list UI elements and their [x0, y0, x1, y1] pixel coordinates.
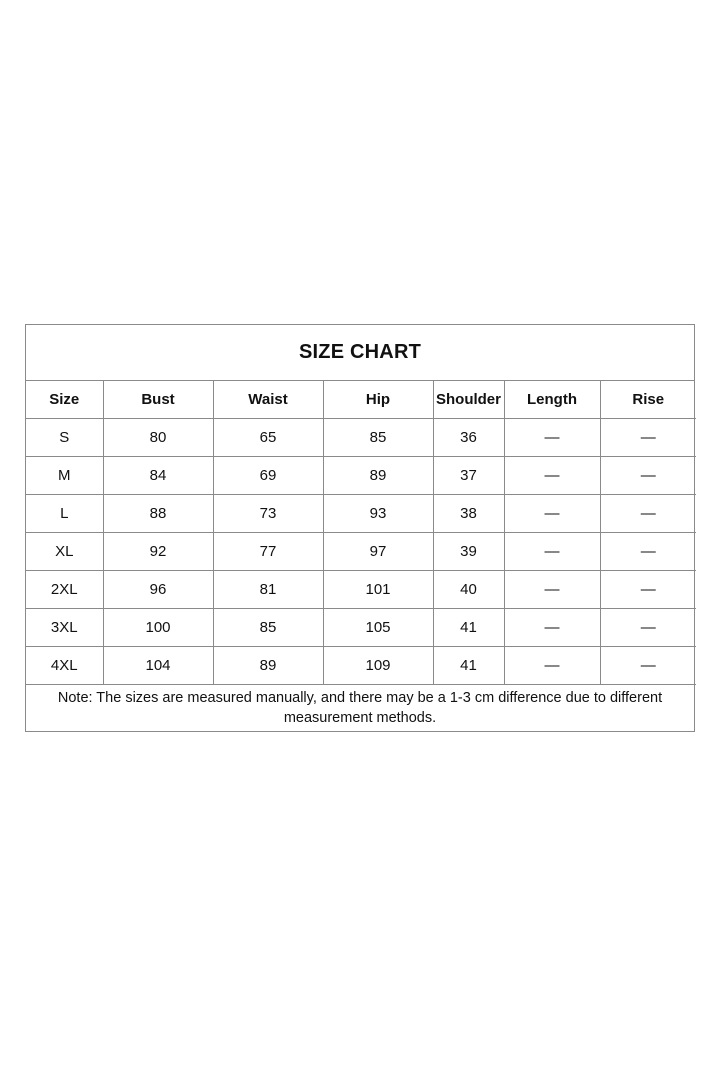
table-cell: S: [26, 419, 103, 457]
table-cell: 80: [103, 419, 213, 457]
chart-title: SIZE CHART: [26, 325, 694, 381]
table-cell: —: [600, 571, 696, 609]
table-cell: —: [504, 533, 600, 571]
table-cell: 41: [433, 609, 504, 647]
table-cell: —: [600, 457, 696, 495]
table-cell: XL: [26, 533, 103, 571]
table-cell: 92: [103, 533, 213, 571]
column-header-shoulder: Shoulder: [433, 381, 504, 419]
header-row: [26, 381, 696, 419]
table-cell: 89: [213, 647, 323, 685]
column-header-bust: Bust: [103, 381, 213, 419]
table-row: [26, 457, 696, 495]
table-row: [26, 571, 696, 609]
measurement-note: Note: The sizes are measured manually, and there may be a 1-3 cm difference due to different measurement methods.: [57, 690, 663, 726]
table-cell: 89: [323, 457, 433, 495]
table-cell: —: [504, 419, 600, 457]
table-cell: —: [504, 495, 600, 533]
table-cell: —: [600, 533, 696, 571]
table-cell: —: [504, 571, 600, 609]
table-cell: 93: [323, 495, 433, 533]
table-cell: —: [600, 419, 696, 457]
table-cell: —: [504, 457, 600, 495]
table-row: [26, 419, 696, 457]
table-row: [26, 533, 696, 571]
table-cell: —: [600, 647, 696, 685]
table-cell: M: [26, 457, 103, 495]
table-cell: 105: [323, 609, 433, 647]
table-cell: 88: [103, 495, 213, 533]
column-header-hip: Hip: [323, 381, 433, 419]
table-cell: 36: [433, 419, 504, 457]
table-row: [26, 495, 696, 533]
table-cell: —: [504, 647, 600, 685]
table-cell: 4XL: [26, 647, 103, 685]
table-cell: 37: [433, 457, 504, 495]
table-cell: —: [504, 609, 600, 647]
table-cell: 3XL: [26, 609, 103, 647]
table-cell: 81: [213, 571, 323, 609]
table-cell: —: [600, 495, 696, 533]
column-header-rise: Rise: [600, 381, 696, 419]
table-cell: 65: [213, 419, 323, 457]
table-cell: 85: [323, 419, 433, 457]
table-row: [26, 609, 696, 647]
table-cell: 109: [323, 647, 433, 685]
table-cell: 69: [213, 457, 323, 495]
column-header-length: Length: [504, 381, 600, 419]
table-cell: L: [26, 495, 103, 533]
table-cell: 97: [323, 533, 433, 571]
column-header-waist: Waist: [213, 381, 323, 419]
table-cell: 40: [433, 571, 504, 609]
size-chart: [25, 324, 695, 732]
table-cell: 84: [103, 457, 213, 495]
table-cell: 96: [103, 571, 213, 609]
table-cell: 41: [433, 647, 504, 685]
table-row: [26, 647, 696, 685]
table-cell: 73: [213, 495, 323, 533]
table-cell: 77: [213, 533, 323, 571]
column-header-size: Size: [26, 381, 103, 419]
table-cell: 85: [213, 609, 323, 647]
table-cell: 38: [433, 495, 504, 533]
table-cell: 101: [323, 571, 433, 609]
table-cell: 100: [103, 609, 213, 647]
table-cell: 104: [103, 647, 213, 685]
table-cell: —: [600, 609, 696, 647]
size-table: [26, 381, 696, 685]
table-cell: 2XL: [26, 571, 103, 609]
table-cell: 39: [433, 533, 504, 571]
